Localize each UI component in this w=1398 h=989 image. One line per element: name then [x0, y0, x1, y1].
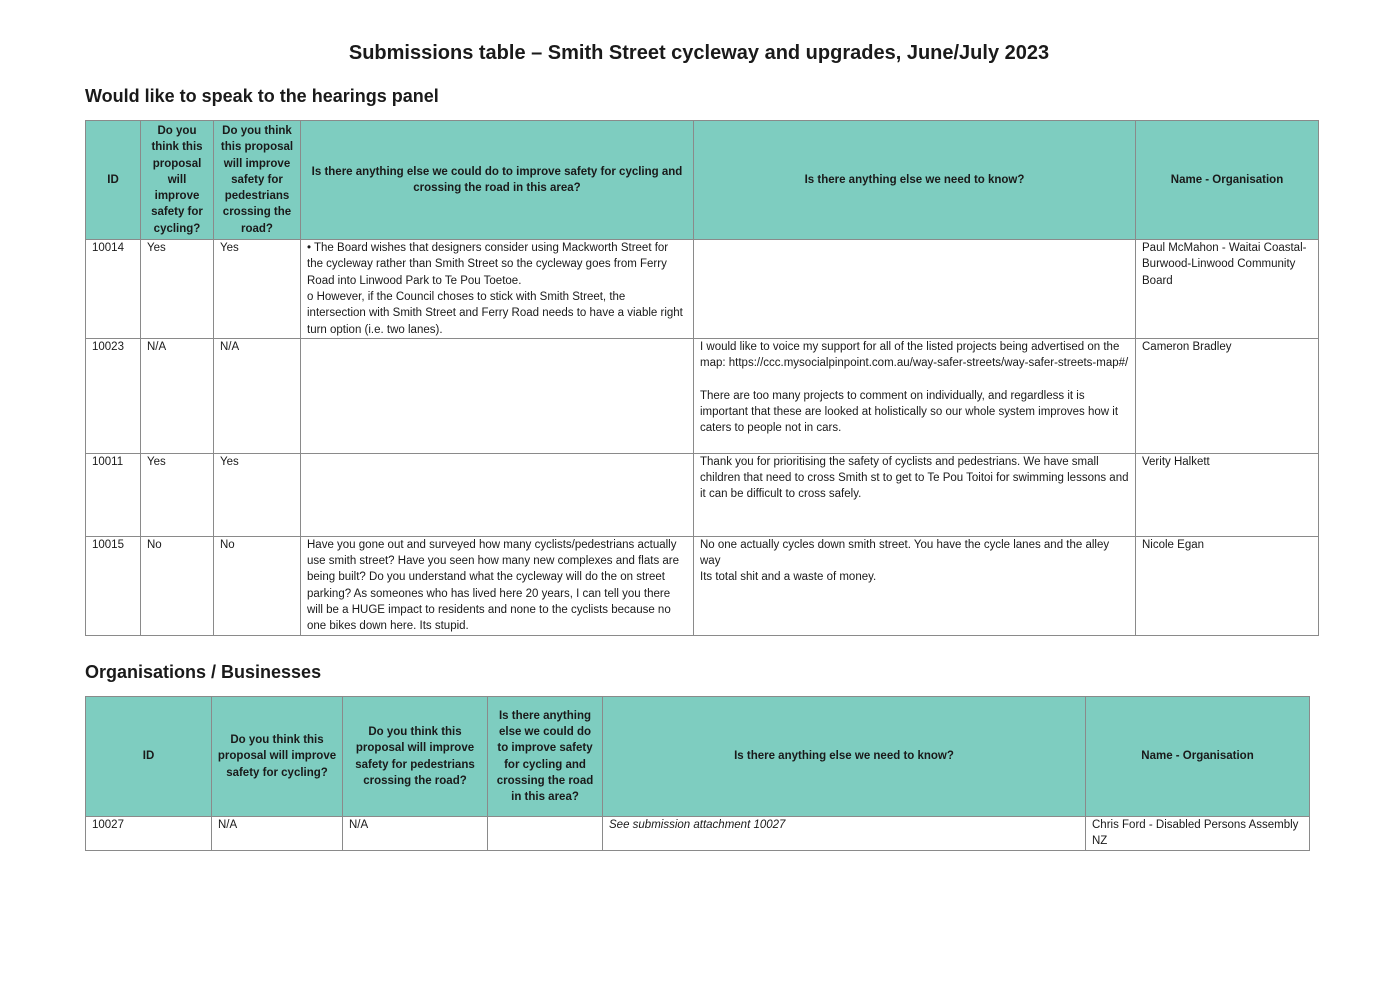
cell-improve: Have you gone out and surveyed how many cyclists/pedestrians actually use smith street? Have you seen how many new complexes and flats are being built? Do you understand what the cycleway will do the on street parking? As someones who has lived here 20 years, I can tell you there will be a HUGE impact to residents and none to the cyclists because no one bikes down here. Its stupid.	[301, 536, 694, 635]
header-improve-safety: Is there anything else we could do to improve safety for cycling and crossing the road in this area?	[301, 121, 694, 240]
cell-id: 10011	[86, 453, 141, 536]
cell-name: Chris Ford - Disabled Persons Assembly NZ	[1086, 817, 1310, 851]
cell-cycling: N/A	[141, 338, 214, 453]
cell-know: I would like to voice my support for all of the listed projects being advertised on the map: https://ccc.mysocialpinpoint.com.au/way-safer-streets/way-safer-streets-map#/ There are too many projects to comment on individually, and regardless it is important that these are looked at holistically so our whole system improves how it caters to people not in cars.	[694, 338, 1136, 453]
header-anything-else: Is there anything else we need to know?	[603, 697, 1086, 817]
cell-know: No one actually cycles down smith street. You have the cycle lanes and the alley way Its total shit and a waste of money.	[694, 536, 1136, 635]
cell-improve: • The Board wishes that designers consider using Mackworth Street for the cycleway rather than Smith Street so the cycleway goes from Ferry Road into Linwood Park to Te Pou Toetoe. o However, if the Council choses to stick with Smith Street, the intersection with Smith Street and Ferry Road needs to have a viable right turn option (i.e. two lanes).	[301, 240, 694, 339]
header-cycling-safety: Do you think this proposal will improve safety for cycling?	[212, 697, 343, 817]
organisations-submissions-table	[85, 696, 1310, 851]
header-id: ID	[86, 697, 212, 817]
header-name-organisation: Name - Organisation	[1086, 697, 1310, 817]
table-row	[86, 338, 1319, 453]
cell-name: Paul McMahon - Waitai Coastal-Burwood-Linwood Community Board	[1136, 240, 1319, 339]
cell-cycling: Yes	[141, 240, 214, 339]
header-cycling-safety: Do you think this proposal will improve safety for cycling?	[141, 121, 214, 240]
document-title: Submissions table – Smith Street cycleway and upgrades, June/July 2023	[348, 42, 1050, 64]
header-name-organisation: Name - Organisation	[1136, 121, 1319, 240]
cell-pedestrians: No	[214, 536, 301, 635]
cell-id: 10015	[86, 536, 141, 635]
header-pedestrian-safety: Do you think this proposal will improve safety for pedestrians crossing the road?	[214, 121, 301, 240]
cell-cycling: No	[141, 536, 214, 635]
cell-pedestrians: N/A	[214, 338, 301, 453]
table-row	[86, 453, 1319, 536]
cell-id: 10027	[86, 817, 212, 851]
cell-improve	[488, 817, 603, 851]
cell-name: Cameron Bradley	[1136, 338, 1319, 453]
table-row	[86, 817, 1310, 851]
table-header-row	[86, 121, 1319, 240]
cell-name: Nicole Egan	[1136, 536, 1319, 635]
cell-pedestrians: Yes	[214, 453, 301, 536]
cell-cycling: Yes	[141, 453, 214, 536]
cell-know: See submission attachment 10027	[603, 817, 1086, 851]
cell-id: 10023	[86, 338, 141, 453]
cell-know: Thank you for prioritising the safety of cyclists and pedestrians. We have small children that need to cross Smith st to get to Te Pou Toitoi for swimming lessons and it can be difficult to cross safely.	[694, 453, 1136, 536]
section-heading-hearings: Would like to speak to the hearings panel	[85, 86, 439, 106]
header-pedestrian-safety: Do you think this proposal will improve safety for pedestrians crossing the road?	[343, 697, 488, 817]
cell-id: 10014	[86, 240, 141, 339]
cell-pedestrians: N/A	[343, 817, 488, 851]
table-header-row	[86, 697, 1310, 817]
cell-improve	[301, 338, 694, 453]
header-anything-else: Is there anything else we need to know?	[694, 121, 1136, 240]
cell-improve	[301, 453, 694, 536]
table-row	[86, 240, 1319, 339]
header-improve-safety: Is there anything else we could do to improve safety for cycling and crossing the road in this area?	[488, 697, 603, 817]
cell-know	[694, 240, 1136, 339]
header-id: ID	[86, 121, 141, 240]
cell-pedestrians: Yes	[214, 240, 301, 339]
cell-cycling: N/A	[212, 817, 343, 851]
cell-name: Verity Halkett	[1136, 453, 1319, 536]
hearings-submissions-table	[85, 120, 1319, 636]
section-heading-organisations: Organisations / Businesses	[85, 662, 322, 682]
table-row	[86, 536, 1319, 635]
